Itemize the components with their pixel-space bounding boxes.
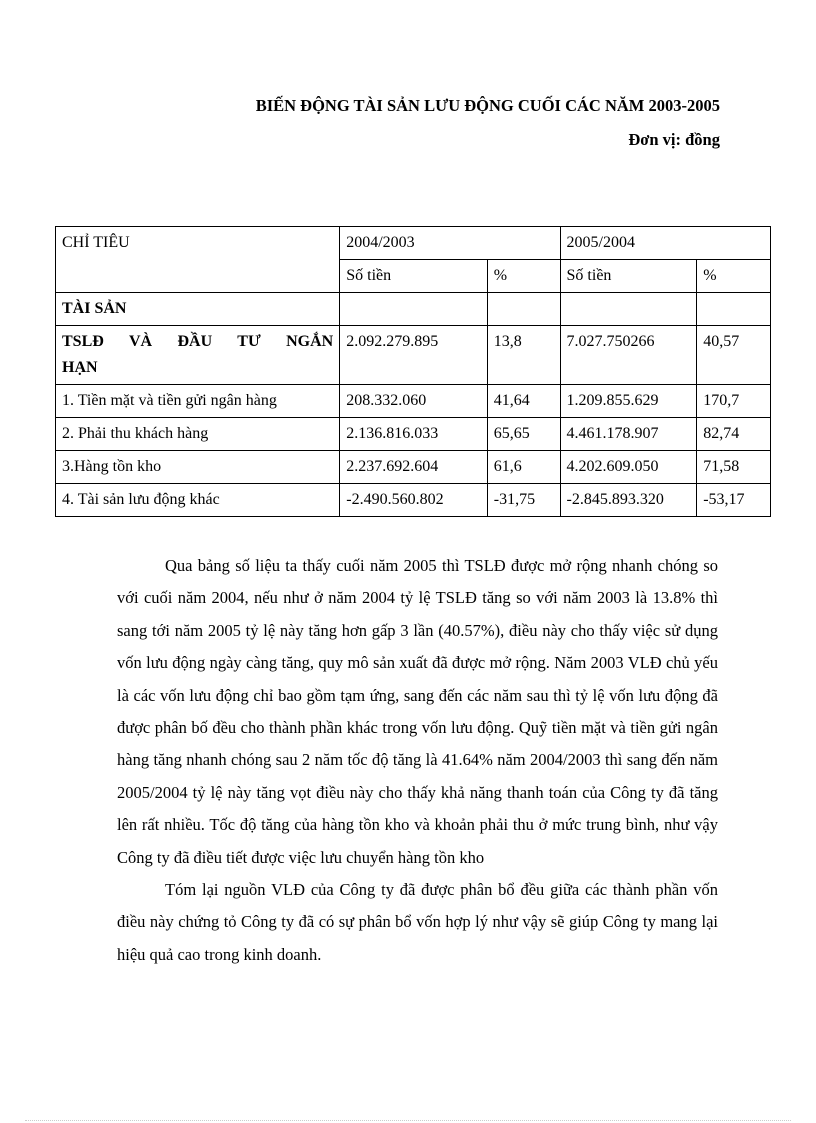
cell-pct: 170,7 [697, 385, 771, 418]
cell-amount: 4.461.178.907 [560, 418, 697, 451]
total-label-line2: HẠN [62, 359, 98, 376]
cell-pct: 61,6 [487, 451, 560, 484]
cell-amount: 4.202.609.050 [560, 451, 697, 484]
header-pct-1: % [487, 260, 560, 293]
table-row [56, 293, 771, 326]
table-row [56, 484, 771, 517]
page-divider [25, 1120, 791, 1121]
row-label: 3.Hàng tồn kho [56, 451, 340, 484]
cell-amount: 208.332.060 [340, 385, 488, 418]
cell-amount: 2.092.279.895 [340, 326, 488, 385]
unit-label: Đơn vị: đồng [628, 130, 720, 149]
cell-amount: 7.027.750266 [560, 326, 697, 385]
cell-pct: 71,58 [697, 451, 771, 484]
report-title: BIẾN ĐỘNG TÀI SẢN LƯU ĐỘNG CUỐI CÁC NĂM 2003-2005 [255, 96, 720, 115]
total-label-line1: TSLĐ VÀ ĐẦU TƯ NGẮN [62, 333, 334, 350]
table-row [56, 326, 771, 385]
row-label: 2. Phải thu khách hàng [56, 418, 340, 451]
header-amount-1: Số tiền [340, 260, 488, 293]
section-label: TÀI SẢN [56, 293, 340, 326]
asset-change-table [55, 226, 771, 517]
paragraph: Tóm lại nguồn VLĐ của Công ty đã được phân bổ đều giữa các thành phần vốn điều này chứng tỏ Công ty đã có sự phân bổ vốn hợp lý như vậy sẽ giúp Công ty mang lại hiệu quả cao trong kinh doanh. [117, 880, 718, 964]
table-header-row [56, 227, 771, 260]
cell-pct: 13,8 [487, 326, 560, 385]
cell-pct: -53,17 [697, 484, 771, 517]
table-row [56, 418, 771, 451]
cell-amount: 2.136.816.033 [340, 418, 488, 451]
cell-pct: 41,64 [487, 385, 560, 418]
table-row [56, 385, 771, 418]
row-label: 4. Tài sản lưu động khác [56, 484, 340, 517]
total-label [56, 326, 340, 385]
analysis-text [117, 550, 718, 971]
cell-pct: -31,75 [487, 484, 560, 517]
table-row [56, 451, 771, 484]
cell-amount: 2.237.692.604 [340, 451, 488, 484]
header-indicator: CHỈ TIÊU [56, 227, 340, 293]
cell-amount: -2.845.893.320 [560, 484, 697, 517]
cell-amount: 1.209.855.629 [560, 385, 697, 418]
cell-amount: -2.490.560.802 [340, 484, 488, 517]
header-amount-2: Số tiền [560, 260, 697, 293]
header-period-2005-2004: 2005/2004 [560, 227, 770, 260]
paragraph: Qua bảng số liệu ta thấy cuối năm 2005 thì TSLĐ được mở rộng nhanh chóng so với cuối năm 2004, nếu như ở năm 2004 tỷ lệ TSLĐ tăng so với năm 2003 là 13.8% thì sang tới năm 2005 tỷ lệ này tăng hơn gấp 3 lần (40.57%), điều này cho thấy việc sử dụng vốn lưu động ngày càng tăng, quy mô sản xuất đã được mở rộng. Năm 2003 VLĐ chủ yếu là các vốn lưu động chỉ bao gồm tạm ứng, sang đến các năm sau thì tỷ lệ vốn lưu động đã được phân bố đều cho thành phần khác trong vốn lưu động. Quỹ tiền mặt và tiền gửi ngân hàng tăng nhanh chóng sau 2 năm tốc độ tăng là 41.64% năm 2004/2003 thì sang đến năm 2005/2004 tỷ lệ này tăng vọt điều này cho thấy khả năng thanh toán của Công ty đã tăng lên rất nhiều. Tốc độ tăng của hàng tồn kho và khoản phải thu ở mức trung bình, như vậy Công ty đã điều tiết được việc lưu chuyển hàng tồn kho [117, 556, 718, 867]
row-label: 1. Tiền mặt và tiền gửi ngân hàng [56, 385, 340, 418]
header-pct-2: % [697, 260, 771, 293]
cell-pct: 82,74 [697, 418, 771, 451]
cell-pct: 40,57 [697, 326, 771, 385]
cell-pct: 65,65 [487, 418, 560, 451]
header-period-2004-2003: 2004/2003 [340, 227, 560, 260]
